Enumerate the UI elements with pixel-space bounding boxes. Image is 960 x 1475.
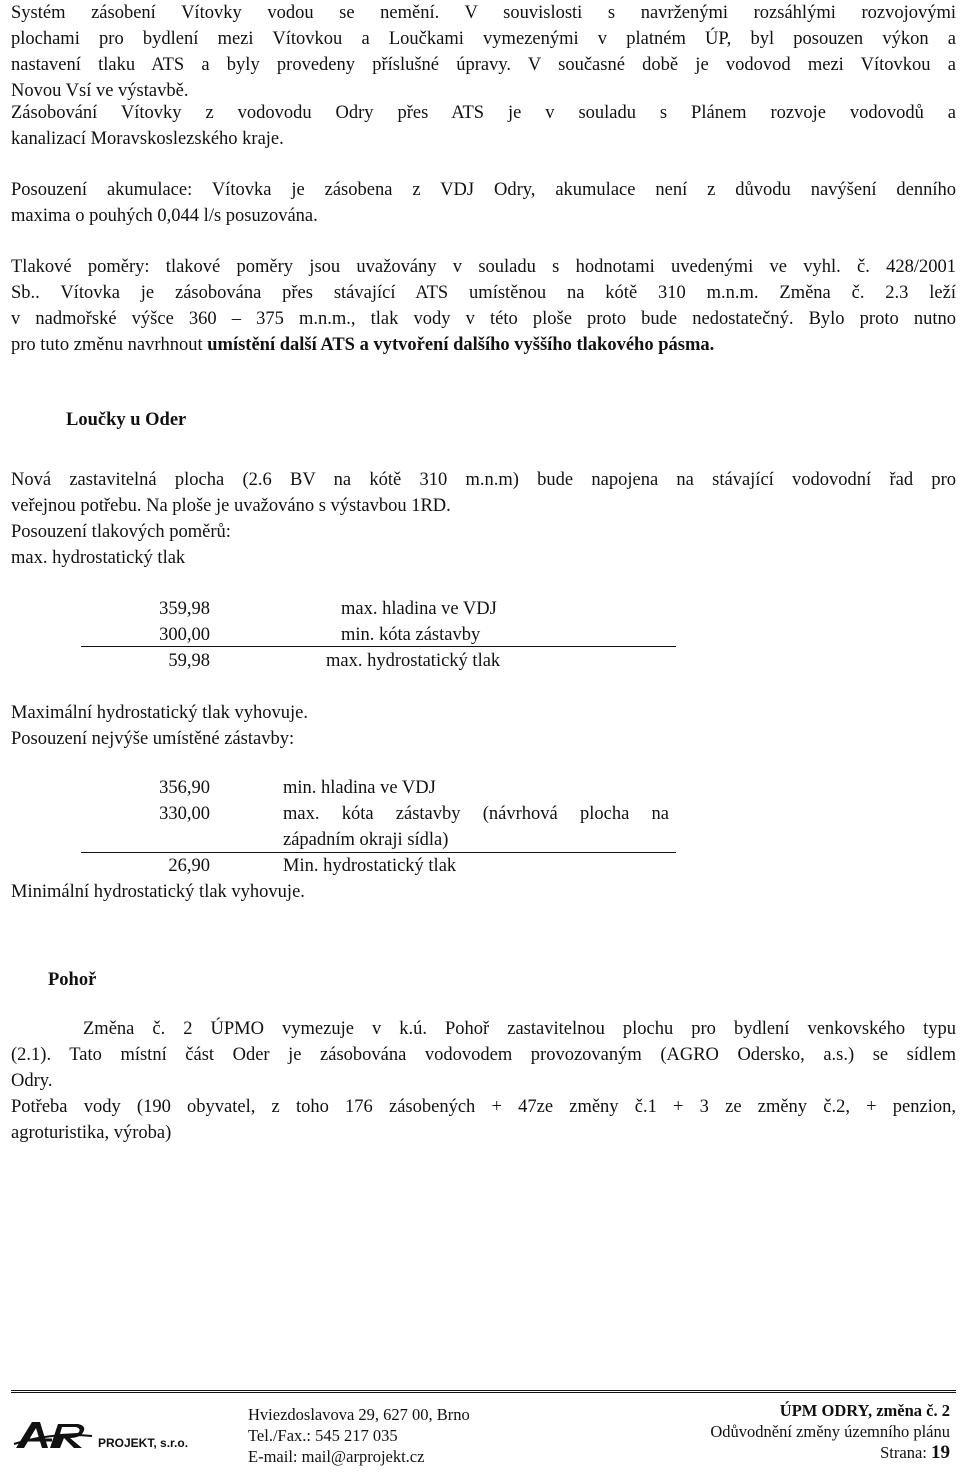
- text-plain: pro tuto změnu navrhnout: [11, 335, 208, 355]
- text-line: Odry.: [11, 1071, 53, 1091]
- footer-doc-title: ÚPM ODRY, změna č. 2: [779, 1401, 950, 1420]
- calc-label: max. hydrostatický tlak: [326, 651, 501, 671]
- section-heading-loucky: Loučky u Oder: [66, 410, 187, 430]
- text-line: kanalizací Moravskoslezského kraje.: [11, 129, 284, 149]
- text-line: Tlakové poměry: tlakové poměry jsou uvažovány v souladu s hodnotami uvedenými ve vyhl. č. 428/2001: [11, 257, 956, 277]
- text-line: Minimální hydrostatický tlak vyhovuje.: [11, 882, 305, 902]
- paragraph-loucky-result-2: [11, 879, 956, 905]
- calc-label: max. hladina ve VDJ: [341, 599, 497, 619]
- text-line: Sb.. Vítovka je zásobována přes stávající ATS umístěnou na kótě 310 m.n.m. Změna č. 2.3 leží: [11, 283, 956, 303]
- footer-doc-subtitle: Odůvodnění změny územního plánu: [710, 1422, 950, 1441]
- calc-value: 300,00: [159, 625, 210, 645]
- text-line: Novou Vsí ve výstavbě.: [11, 81, 189, 101]
- paragraph-loucky-plocha: [11, 467, 956, 571]
- logo-text: PROJEKT, s.r.o.: [98, 1436, 189, 1450]
- footer-email: E-mail: mail@arprojekt.cz: [248, 1447, 425, 1466]
- text-line: max. hydrostatický tlak: [11, 548, 186, 568]
- text-line: Změna č. 2 ÚPMO vymezuje v k.ú. Pohoř zastavitelnou plochu pro bydlení venkovského typu: [83, 1019, 956, 1039]
- text-line: Maximální hydrostatický tlak vyhovuje.: [11, 703, 308, 723]
- text-line: Posouzení tlakových poměrů:: [11, 522, 231, 542]
- calc-label: max. kóta zástavby (návrhová plocha na: [283, 804, 669, 824]
- text-line: Nová zastavitelná plocha (2.6 BV na kótě 310 m.n.m) bude napojena na stávající vodovodní řad pro: [11, 470, 956, 490]
- text-line: plochami pro bydlení mezi Vítovkou a Loučkami vymezenými v platném ÚP, byl posouzen výkon a: [11, 29, 956, 49]
- calc-value: 356,90: [159, 778, 210, 798]
- sum-rule: [81, 646, 676, 647]
- calc-value: 26,90: [168, 856, 210, 876]
- text-line: Posouzení nejvýše umístěné zástavby:: [11, 729, 295, 749]
- text-line: agroturistika, výroba): [11, 1123, 172, 1143]
- sum-rule: [81, 852, 676, 853]
- text-line: [11, 332, 956, 358]
- calc-value: 359,98: [159, 599, 210, 619]
- calc-label: min. kóta zástavby: [341, 625, 481, 645]
- calc-label: Min. hydrostatický tlak: [283, 856, 457, 876]
- paragraph-zasobovani: [11, 100, 956, 152]
- paragraph-pohor-zmena: [11, 1016, 956, 1146]
- text-bold-emphasis: umístění další ATS a vytvoření dalšího vyššího tlakového pásma.: [207, 335, 715, 355]
- footer-phone: Tel./Fax.: 545 217 035: [248, 1426, 398, 1445]
- calc-value: 59,98: [168, 651, 210, 671]
- footer-doc-info: [710, 1400, 950, 1463]
- footer-address-block: [248, 1404, 470, 1467]
- calc-value: 330,00: [159, 804, 210, 824]
- footer-address: Hviezdoslavova 29, 627 00, Brno: [248, 1405, 470, 1424]
- paragraph-tlakove-pomery: [11, 254, 956, 358]
- page-number: 19: [931, 1442, 950, 1463]
- section-heading-pohor: Pohoř: [48, 970, 97, 990]
- paragraph-akumulace: [11, 177, 956, 229]
- paragraph-vitovka-system: [11, 0, 956, 104]
- footer-page: [710, 1442, 950, 1463]
- text-line: veřejnou potřebu. Na ploše je uvažováno s výstavbou 1RD.: [11, 496, 451, 516]
- company-logo: [12, 1414, 212, 1454]
- text-line: v nadmořské výšce 360 – 375 m.n.m., tlak vody v této ploše proto bude nedostatečný. Bylo proto nutno: [11, 309, 956, 329]
- text-line: Potřeba vody (190 obyvatel, z toho 176 zásobených + 47ze změny č.1 + 3 ze změny č.2, + penzion,: [11, 1097, 956, 1117]
- text-line: Zásobování Vítovky z vodovodu Odry přes ATS je v souladu s Plánem rozvoje vodovodů a: [11, 103, 956, 123]
- text-line: nastavení tlaku ATS a byly provedeny příslušné úpravy. V současné době je vodovod mezi Vítovkou a: [11, 55, 956, 75]
- text-line: Systém zásobení Vítovky vodou se nemění. V souvislosti s navrženými rozsáhlými rozvojovými: [11, 3, 956, 23]
- text-line: maxima o pouhých 0,044 l/s posuzována.: [11, 206, 318, 226]
- calc-label: min. hladina ve VDJ: [283, 778, 436, 798]
- text-line: Posouzení akumulace: Vítovka je zásobena z VDJ Odry, akumulace není z důvodu navýšení denního: [11, 180, 956, 200]
- page-label: Strana:: [880, 1443, 931, 1462]
- paragraph-loucky-result: [11, 700, 956, 752]
- footer-divider: [11, 1390, 956, 1396]
- text-line: (2.1). Tato místní část Oder je zásobována vodovodem provozovaným (AGRO Odersko, a.s.) se sídlem: [11, 1045, 956, 1065]
- calc-label: západním okraji sídla): [283, 830, 449, 850]
